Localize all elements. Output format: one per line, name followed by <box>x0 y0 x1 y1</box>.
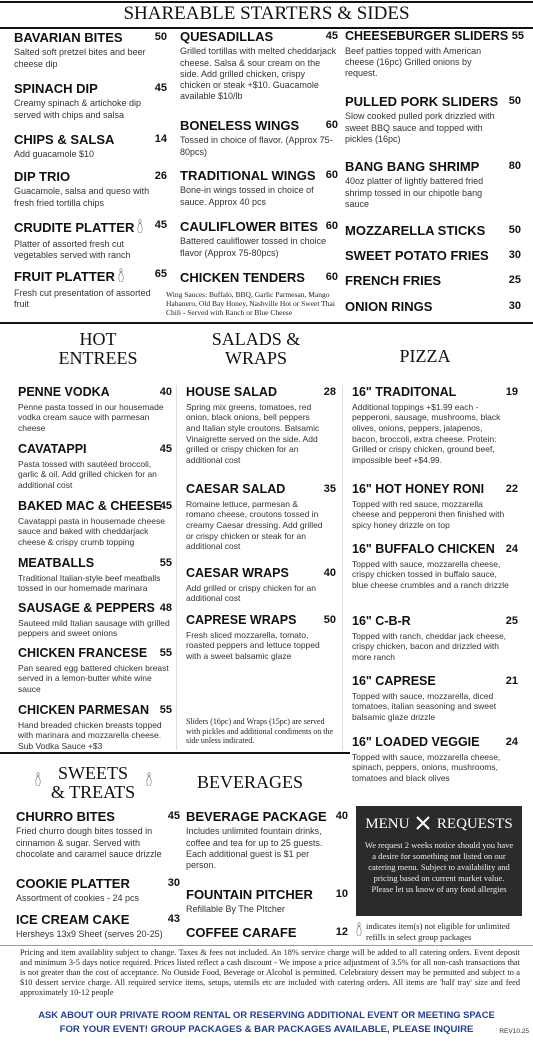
menu-item <box>16 913 180 941</box>
menu-item <box>14 82 167 121</box>
item-desc: Topped with sauce, mozzarella cheese, spinach, peppers, onions, mushrooms, tomatoes and black olives <box>352 751 501 783</box>
item-price: 48 <box>159 602 172 614</box>
item-desc: Pan seared egg battered chicken breast served in a lemon-butter white wine sauce <box>18 662 169 694</box>
item-price: 45 <box>325 30 338 42</box>
menu-item <box>14 31 167 70</box>
item-name: FRUIT PLATTER <box>14 269 115 284</box>
menu-item <box>186 386 336 466</box>
menu-requests-title <box>356 816 522 835</box>
item-name: DIP TRIO <box>14 169 71 184</box>
item-price: 55 <box>159 704 172 716</box>
item-desc: Add guacamole $10 <box>14 149 95 160</box>
bowling-pin-icon <box>118 268 124 282</box>
menu-item <box>345 95 521 145</box>
item-price: 24 <box>505 543 518 555</box>
menu-item <box>352 543 518 591</box>
item-price: 12 <box>335 926 348 938</box>
item-price: 25 <box>505 615 518 627</box>
menu-requests-title-a: MENU <box>365 816 410 832</box>
item-price: 30 <box>167 877 180 889</box>
item-desc: Penne pasta tossed in our housemade vodka cream sauce with parmesan cheese <box>18 401 164 433</box>
cta-line: FOR YOUR EVENT! GROUP PACKAGES & BAR PACKAGES AVAILABLE, PLEASE INQUIRE <box>59 1024 474 1035</box>
item-name: PULLED PORK SLIDERS <box>345 94 499 109</box>
menu-item <box>14 170 167 209</box>
item-price: 10 <box>335 888 348 900</box>
item-desc: Guacamole, salsa and queso with fresh fried tortilla chips <box>14 186 150 208</box>
menu-item <box>345 29 524 80</box>
item-price: 40 <box>159 386 172 398</box>
item-desc: Slow cooked pulled pork drizzled with sweet BBQ sauce and topped with pickles (16pc) <box>345 111 495 144</box>
item-price: 35 <box>323 483 336 495</box>
item-desc: Romaine lettuce, parmesan & romano cheese, croutons tossed in creamy Caesar dressing. Add grilled or crispy chicken or steak for an additional cost <box>186 498 323 552</box>
item-name: FRENCH FRIES <box>345 273 442 288</box>
menu-item <box>345 300 521 314</box>
menu-item <box>18 557 172 594</box>
item-desc: Fried churro dough bites tossed in cinnamon & sugar. Served with chocolate and caramel sauce drizzle <box>16 826 162 859</box>
item-name: 16" BUFFALO CHICKEN <box>352 542 495 556</box>
item-desc: Platter of assorted fresh cut vegetables served with ranch <box>14 239 131 261</box>
item-desc: Additional toppings +$1.99 each - pepperoni, sausage, mushrooms, black olives, onions, peppers, jalapenos, bacon, broccoli, extra cheese. Protein: Grilled or crispy chicken, ground beef, impossible beef +$4.99. <box>352 401 501 465</box>
section-title-starters: SHAREABLE STARTERS & SIDES <box>123 3 410 24</box>
menu-item <box>180 271 338 285</box>
menu-item <box>180 30 338 103</box>
section-title-line: SALADS & <box>211 329 301 349</box>
item-name: QUESADILLAS <box>180 29 274 44</box>
menu-item <box>18 386 172 434</box>
item-name: 16" LOADED VEGGIE <box>352 735 480 749</box>
pin-legend-text: indicates item(s) not eligible for unlimited refills in select group packages <box>366 921 510 942</box>
menu-item <box>18 443 172 491</box>
item-price: 14 <box>154 133 167 145</box>
menu-item <box>18 704 172 752</box>
item-desc: Traditional Italian-style beef meatballs tossed in our homemade marinara <box>18 572 161 594</box>
item-name: BAKED MAC & CHEESE <box>18 499 162 513</box>
pin-legend <box>356 921 531 942</box>
item-name: COOKIE PLATTER <box>16 876 130 891</box>
item-desc: Sauteed mild Italian sausage with grilled peppers and sweet onions <box>18 617 170 639</box>
item-name: BANG BANG SHRIMP <box>345 159 480 174</box>
item-name: CRUDITE PLATTER <box>14 220 135 235</box>
item-price: 22 <box>505 483 518 495</box>
menu-item <box>16 810 180 860</box>
item-desc: Assortment of cookies - 24 pcs <box>16 893 140 904</box>
item-desc: 40oz platter of lightly battered fried shrimp tossed in our chipotle bang sauce <box>345 176 484 209</box>
menu-item <box>14 219 167 262</box>
menu-item <box>18 647 172 695</box>
cta-line: ASK ABOUT OUR PRIVATE ROOM RENTAL OR RESERVING ADDITIONAL EVENT OR MEETING SPACE <box>38 1009 495 1020</box>
wing-sauces-note: Wing Sauces: Buffalo, BBQ, Garlic Parmesan, Mango Habanero, Old Bay Honey, Nashville Hot or Sweet Thai Chili - Served with Ranch or Blue Cheese <box>166 290 335 317</box>
sweets-rule <box>0 752 350 754</box>
menu-item <box>345 249 521 263</box>
menu-item <box>186 483 336 552</box>
item-price: 24 <box>505 736 518 748</box>
menu-item <box>352 736 518 784</box>
menu-item <box>18 602 172 639</box>
item-price: 60 <box>325 271 338 283</box>
item-name: SAUSAGE & PEPPERS <box>18 601 155 615</box>
item-price: 80 <box>508 160 521 172</box>
item-name: 16" CAPRESE <box>352 674 436 688</box>
item-name: SWEET POTATO FRIES <box>345 248 489 263</box>
item-name: HOUSE SALAD <box>186 385 277 399</box>
footer-rule <box>0 945 533 946</box>
item-desc: Fresh cut presentation of assorted fruit <box>14 288 151 310</box>
section-title-line: ENTREES <box>58 348 138 369</box>
item-name: BEVERAGE PACKAGE <box>186 809 327 824</box>
section-title-salads <box>186 330 326 369</box>
item-price: 19 <box>505 386 518 398</box>
item-desc: Creamy spinach & artichoke dip served with chips and salsa <box>14 98 142 120</box>
menu-item <box>16 877 180 905</box>
item-desc: Spring mix greens, tomatoes, red onion, black onions, bell peppers and Italian style croutons. Balsamic Vinaigrette served on the side. Add grilled or crispy chicken for an additional cost <box>186 401 320 465</box>
item-price: 40 <box>335 810 348 822</box>
menu-item <box>186 810 348 871</box>
menu-item <box>18 500 172 548</box>
bowling-pin-icon <box>356 922 362 936</box>
item-desc: Hersheys 13x9 Sheet (serves 20-25) <box>16 929 163 940</box>
item-desc: Battered cauliflower tossed in choice flavor (Approx 75-80pcs) <box>180 236 327 258</box>
menu-item <box>352 675 518 723</box>
item-desc: Add grilled or crispy chicken for an additional cost <box>186 582 316 604</box>
section-title-line: HOT <box>79 329 117 349</box>
item-name: CAESAR SALAD <box>186 482 286 496</box>
salads-note: Sliders (16pc) and Wraps (15pc) are served with pickles and additional condiments on the side unless indicated. <box>186 717 334 746</box>
item-desc: Fresh sliced mozzarella, tomato, roasted peppers and lettuce topped with a sweet balsamic glaze <box>186 629 320 661</box>
item-name: CHICKEN TENDERS <box>180 270 305 285</box>
item-price: 50 <box>154 31 167 43</box>
section-title-sweets <box>28 764 158 803</box>
item-name: CHEESEBURGER SLIDERS <box>345 29 509 43</box>
menu-item <box>180 220 338 259</box>
item-name: PENNE VODKA <box>18 385 110 399</box>
item-desc: Beef patties topped with American cheese (16pc) Grilled onions by request. <box>345 45 482 79</box>
item-name: CAULIFLOWER BITES <box>180 219 318 234</box>
item-name: ONION RINGS <box>345 299 433 314</box>
item-desc: Cavatappi pasta in housemade cheese sauce and baked with cheddarjack cheese & crispy crumb topping <box>18 515 165 547</box>
item-desc: Salted soft pretzel bites and beer cheese dip <box>14 47 146 69</box>
item-name: COFFEE CARAFE <box>186 925 297 940</box>
item-name: CAPRESE WRAPS <box>186 613 297 627</box>
item-desc: Topped with red sauce, mozzarella cheese and pepperoni then finished with spicy honey drizzle on top <box>352 498 505 530</box>
item-name: MEATBALLS <box>18 556 95 570</box>
item-name: 16" HOT HONEY RONI <box>352 482 485 496</box>
menu-requests-body: We request 2 weeks notice should you have a desire for something not listed on our catering menu. Subject to availability and pricing based on current market value. Please let us know of any food allergies <box>364 840 514 895</box>
item-name: FOUNTAIN PITCHER <box>186 887 313 902</box>
menu-item <box>352 386 518 466</box>
menu-item <box>345 224 521 238</box>
section-title-line: & TREATS <box>50 782 136 803</box>
item-price: 45 <box>159 500 172 512</box>
item-price: 40 <box>323 567 336 579</box>
section-title-beverages: BEVERAGES <box>196 772 303 792</box>
bowling-pin-icon <box>146 772 152 786</box>
item-name: CAVATAPPI <box>18 442 87 456</box>
item-name: ICE CREAM CAKE <box>16 912 130 927</box>
item-price: 60 <box>325 119 338 131</box>
item-name: BONELESS WINGS <box>180 118 300 133</box>
item-price: 30 <box>508 249 521 261</box>
item-price: 25 <box>508 274 521 286</box>
mid-rule <box>0 322 533 324</box>
bowling-pin-icon <box>137 219 143 233</box>
item-desc: Pasta tossed with sautéed broccoli, garlic & oil. Add grilled chicken for an additional cost <box>18 458 157 490</box>
item-name: CAESAR WRAPS <box>186 566 289 580</box>
item-desc: Tossed in choice of flavor. (Approx 75-80pcs) <box>180 135 333 157</box>
item-desc: Topped with sauce, mozzarella cheese, crispy chicken tossed in buffalo sauce, blue cheese crumbles and a ranch drizzle <box>352 558 509 590</box>
item-price: 55 <box>159 557 172 569</box>
item-desc: Refillable By The PItcher <box>186 904 285 915</box>
item-price: 45 <box>154 82 167 94</box>
menu-item <box>14 133 167 161</box>
menu-requests-title-b: REQUESTS <box>436 816 513 832</box>
item-name: MOZZARELLA STICKS <box>345 223 486 238</box>
item-price: 55 <box>511 30 524 42</box>
menu-item <box>186 567 336 604</box>
item-desc: Bone-in wings tossed in choice of sauce. Approx 40 pcs <box>180 185 314 207</box>
section-title-line: SWEETS <box>58 763 128 783</box>
menu-requests-box <box>356 806 522 916</box>
item-name: 16" TRADITONAL <box>352 385 457 399</box>
menu-item <box>186 614 336 662</box>
item-desc: Includes unlimited fountain drinks, coffee and tea for up to 25 guests. Each additional guest is $1 per person. <box>186 826 323 871</box>
item-price: 50 <box>508 95 521 107</box>
item-price: 50 <box>508 224 521 236</box>
menu-item <box>180 119 338 158</box>
item-price: 45 <box>159 443 172 455</box>
item-price: 65 <box>154 268 167 280</box>
menu-item <box>352 483 518 531</box>
item-price: 45 <box>154 219 167 231</box>
item-name: CHURRO BITES <box>16 809 115 824</box>
fine-print: Pricing and item availablity subject to change. Taxes & fees not included. An 18% service charge will be added to all catering orders. Event deposit and minimum 3-5 days notice required. Prices listed reflect a cash discount - We impose a price adjustment of 3.5% for all non-cash transactions that is not greater than the cost of acceptance. No Outside Food, Beverage or Alcohol is permitted. Celebratory dessert may be permitted and subject to a $10 dessert service charge. All required service items, setups, utensils etc are included with catering orders. All items are 'half tray' size and feed approximately 10-12 people <box>20 948 520 997</box>
item-name: CHICKEN PARMESAN <box>18 703 150 717</box>
item-price: 26 <box>154 170 167 182</box>
item-name: CHIPS & SALSA <box>14 132 115 147</box>
item-price: 45 <box>167 810 180 822</box>
revision-code: REV10.25 <box>499 1028 529 1035</box>
menu-item <box>352 615 518 663</box>
menu-item <box>180 169 338 208</box>
item-price: 21 <box>505 675 518 687</box>
item-name: TRADITIONAL WINGS <box>180 168 316 183</box>
bowling-pin-icon <box>35 772 41 786</box>
item-desc: Grilled tortillas with melted cheddarjack cheese. Salsa & sour cream on the side. Add grilled chicken, crispy chicken or steak +$10. Guacamole available $10/lb <box>180 46 337 102</box>
section-title-pizza: PIZZA <box>399 346 451 366</box>
menu-item <box>345 274 521 288</box>
menu-item <box>14 268 167 311</box>
crossed-utensils-icon <box>415 816 431 835</box>
item-price: 55 <box>159 647 172 659</box>
item-desc: Hand breaded chicken breasts topped with marinara and mozzarella cheese. Sub Vodka Sauce +$3 <box>18 719 162 751</box>
item-price: 60 <box>325 169 338 181</box>
column-divider <box>342 385 343 750</box>
item-price: 30 <box>508 300 521 312</box>
item-price: 60 <box>325 220 338 232</box>
column-divider <box>176 385 177 750</box>
item-name: 16" C-B-R <box>352 614 411 628</box>
item-name: CHICKEN FRANCESE <box>18 646 148 660</box>
section-title-line: WRAPS <box>224 348 287 369</box>
menu-item <box>186 926 348 940</box>
menu-item <box>345 160 521 210</box>
item-price: 43 <box>167 913 180 925</box>
menu-item <box>186 888 348 916</box>
item-name: BAVARIAN BITES <box>14 30 123 45</box>
item-desc: Topped with ranch, cheddar jack cheese, crispy chicken, bacon and drizzled with more ranch <box>352 630 507 662</box>
item-price: 50 <box>323 614 336 626</box>
item-name: SPINACH DIP <box>14 81 98 96</box>
item-desc: Topped with sauce, mozzarella, diced tomatoes, italian seasoning and sweet balsamic glaze drizzle <box>352 690 497 722</box>
section-title-hot <box>28 330 168 369</box>
item-price: 28 <box>323 386 336 398</box>
